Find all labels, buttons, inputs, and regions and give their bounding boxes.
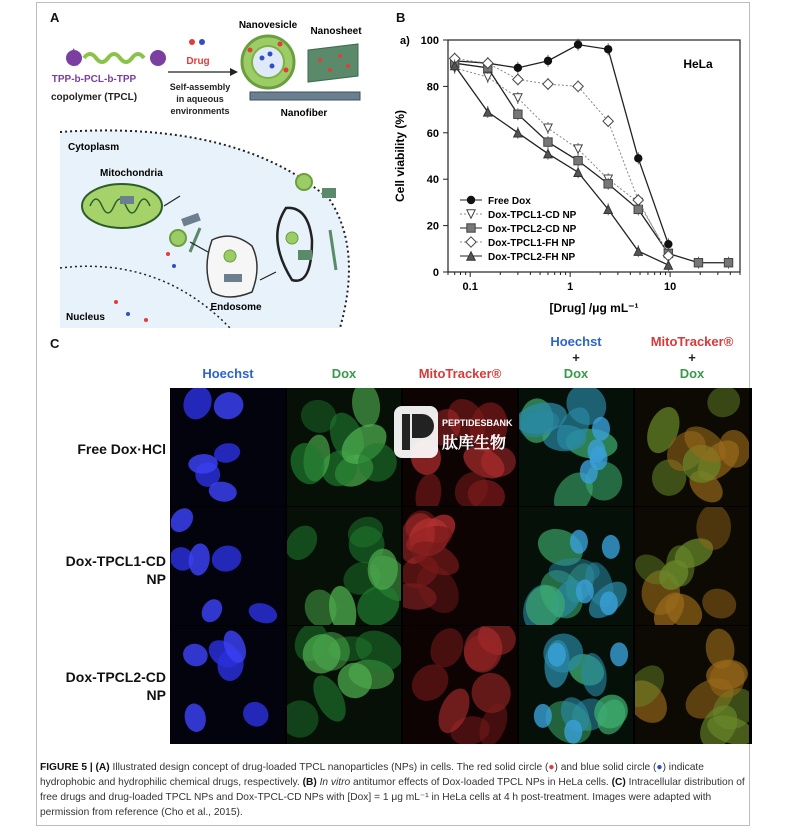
watermark-cn: 肽库生物: [442, 435, 507, 452]
x-tick-label: 10: [663, 281, 677, 293]
data-point-1: [484, 73, 492, 81]
cell-blob: [180, 641, 211, 670]
series-line-4: [455, 66, 669, 266]
panel-b-sublabel: a): [400, 35, 410, 47]
column-header-0: [170, 366, 286, 382]
nucleus-blob: [548, 643, 566, 667]
data-point-4: [514, 129, 522, 137]
pcl-chain-icon: [84, 54, 144, 62]
cell-blob: [238, 697, 273, 732]
endosome-icon: [207, 236, 257, 297]
column-header-line1: Hoechst: [550, 334, 602, 349]
nucleus-blob: [570, 530, 588, 554]
data-point-4: [484, 108, 492, 116]
self-assembly-1: Self-assembly: [169, 82, 231, 92]
cell-blob: [287, 520, 324, 566]
micrograph-r1-c2: [403, 507, 517, 625]
cell-blob: [171, 507, 198, 537]
micrograph-r2-c2: [403, 626, 517, 744]
panel-c-label: C: [50, 336, 60, 351]
legend-label-4: Dox-TPCL2-FH NP: [488, 252, 576, 263]
caption-c-tag: (C): [611, 777, 626, 788]
data-point-4: [544, 149, 552, 157]
data-point-3: [543, 79, 553, 89]
column-header-1: [286, 366, 402, 382]
data-point-3: [513, 74, 523, 84]
x-axis-label: [Drug] /μg mL⁻¹: [549, 301, 639, 315]
data-point-2: [514, 110, 522, 118]
y-tick-label: 40: [426, 174, 439, 187]
legend-marker-2: [467, 224, 475, 232]
viability-chart: [380, 20, 750, 340]
caption-figure: FIGURE 5 |: [40, 762, 93, 773]
caption-a-text2: ) and blue solid circle (: [554, 762, 657, 773]
cell-blob: [187, 542, 212, 577]
micrograph-r2-c1: [287, 626, 401, 744]
nanofiber-icon: [250, 92, 360, 100]
cytoplasm-label: Cytoplasm: [68, 142, 120, 153]
data-point-2: [544, 138, 552, 146]
cell-line-label: HeLa: [683, 57, 713, 71]
caption-a-text3: ) indicate hydrophobic and hydrophilic chemical drugs, respectively.: [40, 762, 704, 788]
nanovesicle-label: Nanovesicle: [238, 20, 298, 31]
tpp-right-icon: [150, 50, 166, 66]
nucleus-label: Nucleus: [66, 312, 105, 323]
column-header-2: [402, 366, 518, 382]
nucleus-blob: [610, 642, 628, 666]
caption-a-text: Illustrated design concept of drug-loaded TPCL nanoparticles (NPs) in cells. The red solid circle (: [112, 762, 549, 773]
data-point-1: [514, 94, 522, 102]
watermark-en: PEPTIDESBANK: [442, 418, 513, 428]
data-point-0: [634, 154, 642, 162]
cell-blob: [182, 702, 208, 734]
drug-label: Drug: [186, 56, 210, 67]
y-axis-label: Cell viability (%): [393, 109, 407, 203]
nanosheet-icon: [308, 44, 358, 82]
data-point-2: [604, 180, 612, 188]
nucleus-blob: [576, 579, 594, 603]
data-point-0: [604, 45, 612, 53]
panel-b-label: B: [396, 10, 406, 25]
cell-blob: [198, 595, 227, 625]
caption-b-italic: In vitro: [319, 777, 351, 788]
data-point-0: [574, 40, 582, 48]
nucleus-blob: [602, 535, 620, 559]
x-tick-label: 1: [567, 281, 574, 293]
legend-label-0: Free Dox: [488, 196, 531, 207]
data-point-0: [514, 64, 522, 72]
micrograph-r2-c0: [171, 626, 285, 744]
caption-b-tag: (B): [302, 777, 317, 788]
data-point-1: [544, 124, 552, 132]
column-header-4: [634, 334, 750, 382]
micrograph-r0-c3: [519, 388, 633, 506]
panel-a-label: A: [50, 10, 60, 25]
row-label-tpcl2: Dox-TPCL2-CD NP: [65, 669, 166, 703]
cell-blob: [210, 389, 246, 423]
self-assembly-3: environments: [170, 106, 230, 116]
y-tick-label: 20: [426, 220, 439, 233]
cell-blob: [179, 388, 217, 424]
column-header-plus: +: [572, 350, 580, 365]
arrow-icon: [230, 68, 238, 76]
micrograph-r0-c0: [171, 388, 285, 506]
nucleus-blob: [600, 591, 618, 615]
legend-marker-0: [467, 196, 475, 204]
figure-caption: [40, 760, 748, 820]
data-point-3: [633, 195, 643, 205]
micrograph-r2-c3: [519, 626, 633, 744]
x-tick-label: 0.1: [462, 281, 478, 293]
data-point-4: [664, 261, 672, 269]
legend-marker-3: [466, 237, 476, 247]
micrograph-r0-c1: [287, 388, 401, 506]
caption-b-text: antitumor effects of Dox-loaded TPCL NPs in HeLa cells.: [353, 777, 609, 788]
micrograph-r2-c4: [635, 626, 749, 744]
data-point-4: [634, 247, 642, 255]
data-point-2: [574, 156, 582, 164]
data-point-0: [544, 57, 552, 65]
row-label-tpcl1: Dox-TPCL1-CD NP: [65, 553, 166, 587]
red-dot-icon: ●: [548, 762, 555, 773]
micrograph-r0-c4: [635, 388, 749, 506]
row-label-free-dox: Free Dox·HCl: [77, 441, 166, 457]
cell-blob: [702, 388, 745, 423]
data-point-2: [694, 259, 702, 267]
cell-blob: [246, 600, 279, 625]
data-point-4: [574, 168, 582, 176]
copolymer-name: TPP-b-PCL-b-TPP: [51, 74, 137, 85]
y-tick-label: 60: [426, 127, 439, 140]
legend-label-3: Dox-TPCL1-FH NP: [488, 238, 576, 249]
column-header-line1: Hoechst: [202, 366, 254, 381]
nanosheet-label: Nanosheet: [310, 26, 362, 37]
y-tick-label: 100: [420, 35, 439, 47]
data-point-2: [724, 259, 732, 267]
micrograph-r1-c4: [635, 507, 749, 625]
column-header-line2: Dox: [679, 366, 705, 381]
endosome-label: Endosome: [210, 302, 262, 313]
nanofiber-label: Nanofiber: [280, 108, 328, 119]
cell-blob: [412, 471, 444, 506]
data-point-0: [664, 240, 672, 248]
watermark-logo: [390, 400, 530, 464]
y-tick-label: 0: [432, 267, 439, 279]
nucleus-blob: [564, 720, 582, 744]
cell-blob: [209, 542, 245, 575]
column-header-line1: MitoTracker®: [418, 366, 502, 381]
legend-label-1: Dox-TPCL1-CD NP: [488, 210, 577, 221]
column-header-line2: Dox: [563, 366, 589, 381]
copolymer-sub: copolymer (TPCL): [50, 92, 138, 103]
nucleus-blob: [590, 446, 608, 470]
panel-a-illustration: [40, 20, 380, 340]
y-tick-label: 80: [426, 81, 439, 94]
data-point-1: [574, 145, 582, 153]
micrograph-r1-c0: [171, 507, 285, 625]
tpp-left-icon: [66, 50, 82, 66]
cell-blob: [698, 584, 741, 623]
column-header-plus: +: [688, 350, 696, 365]
legend-label-2: Dox-TPCL2-CD NP: [488, 224, 577, 235]
caption-a-tag: (A): [95, 762, 110, 773]
column-header-3: [518, 334, 634, 382]
mitochondria-label: Mitochondria: [100, 168, 163, 179]
nucleus-blob: [534, 704, 552, 728]
micrograph-r1-c3: [519, 507, 633, 625]
self-assembly-2: in aqueous: [176, 94, 224, 104]
caption-c-text: Intracellular distribution of free drugs and drug-loaded TPCL NPs and Dox-TPCL-CD NPs with [Dox] = 1 μg mL⁻¹ in HeLa cells at 4 h post-treatment. Images were adapted with permission from reference (Cho et al., 2015).: [40, 777, 745, 818]
blue-dot-icon: ●: [656, 762, 663, 773]
column-header-line1: MitoTracker®: [650, 334, 734, 349]
nucleus-blob: [592, 417, 610, 441]
micrograph-r1-c1: [287, 507, 401, 625]
column-header-line1: Dox: [331, 366, 357, 381]
